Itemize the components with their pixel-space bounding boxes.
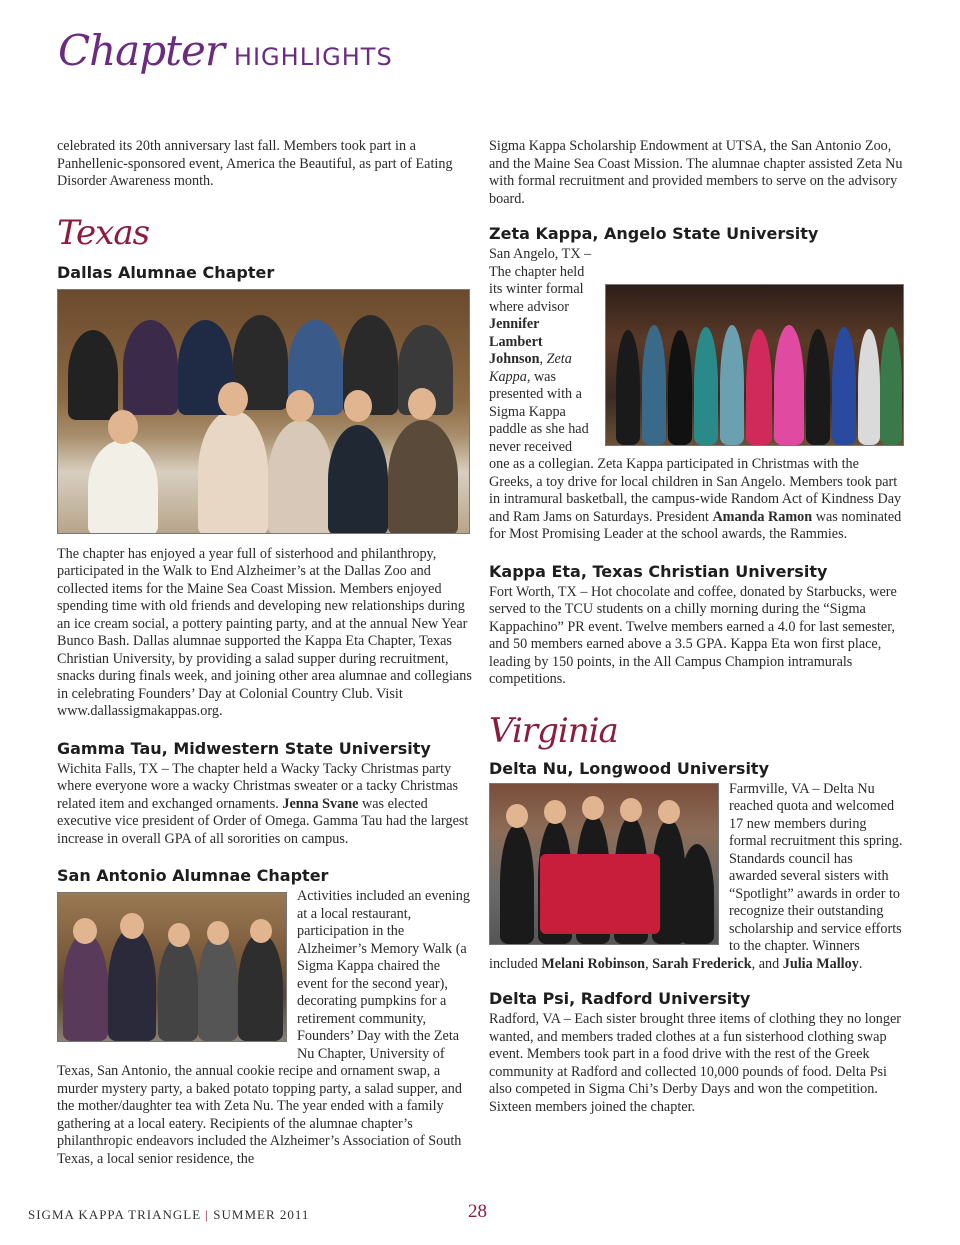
left-intro: celebrated its 20th anniversary last fall. Members took part in a Panhellenic-sponsored event, America the Beautiful, as part of Eating Disorder Awareness month.: [57, 138, 453, 189]
right-column: [489, 138, 904, 1116]
zeta-chapter-italic: Zeta Kappa: [489, 351, 572, 385]
page-footer: [28, 1201, 928, 1227]
sa-photo: [57, 892, 287, 1042]
gamma-body-2: was elected executive vice president of Order of Omega. Gamma Tau had the largest increase in overall GPA of all sororities on campus.: [57, 795, 469, 847]
zeta-heading: Zeta Kappa, Angelo State University: [489, 224, 819, 243]
zeta-body-3: was nominated for Most Promising Leader at the school awards, the Rammies.: [489, 508, 902, 542]
delta-nu-winner-3: Julia Malloy: [782, 955, 859, 972]
dallas-photo: [57, 289, 470, 534]
delta-psi-heading: Delta Psi, Radford University: [489, 989, 751, 1008]
delta-nu-body-1: Farmville, VA – Delta Nu reached quota and welcomed 17 new members during formal recruitment this spring. Standards council has awarded several sisters with “Spotlight” awards in order to recognize their outstanding scholarship and service efforts to the chapter. Winners included: [489, 780, 903, 972]
sigma-kappa-letters: [540, 854, 660, 934]
footer-separator: |: [205, 1207, 210, 1222]
header-caps-word: HIGHLIGHTS: [233, 43, 393, 71]
delta-nu-sep-1: ,: [645, 955, 653, 972]
footer-text: [28, 1207, 309, 1223]
sa-heading: San Antonio Alumnae Chapter: [57, 866, 329, 885]
footer-issue: SUMMER 2011: [213, 1207, 310, 1222]
sa-body: Activities included an evening at a local restaurant, participation in the Alzheimer’s Memory Walk (a Sigma Kappa chaired the event for the second year), decorating pumpkins for a retirement community, Founders’ Day with the Zeta Nu Chapter, University of Texas, San Antonio, the annual cookie recipe and ornament swap, a murder mystery party, a baked potato topping party, a salad supper, and the mother/daughter tea with Zeta Nu. The year ended with a family gathering at a local eatery. Recipients of the alumnae chapter’s philanthropic endeavors included the Alzheimer’s Association of South Texas, a local senior residence, the: [57, 888, 470, 1167]
zeta-advisor: Jennifer Lambert Johnson: [489, 316, 543, 367]
gamma-heading: Gamma Tau, Midwestern State University: [57, 738, 431, 758]
zeta-president: Amanda Ramon: [712, 508, 813, 525]
gamma-body-1: Wichita Falls, TX – The chapter held a Wacky Tacky Christmas party where everyone wore a wacky Christmas sweater or a tacky Christmas related item and exchanged ornaments.: [57, 760, 459, 812]
section-header: [58, 26, 393, 96]
zeta-body-1: San Angelo, TX – The chapter held its winter formal where advisor: [489, 246, 592, 315]
delta-nu-end: .: [858, 955, 863, 972]
right-intro: Sigma Kappa Scholarship Endowment at UTSA, the San Antonio Zoo, and the Maine Sea Coast Mission. The alumnae chapter assisted Zeta Nu with formal recruitment and provided members to serve on the advisory board.: [489, 138, 903, 207]
kappa-body: Fort Worth, TX – Hot chocolate and coffee, donated by Starbucks, were served to the TCU students on a chilly morning during the “Sigma Kappachino” PR event. Twelve members earned a 4.0 for last semester, and 50 members earned above a 3.5 GPA. Kappa Eta won first place, leading by 150 points, in the All Campus Champion intramurals competitions.: [489, 583, 897, 687]
kappa-heading: Kappa Eta, Texas Christian University: [489, 561, 828, 581]
dallas-heading: Dallas Alumnae Chapter: [57, 262, 275, 282]
delta-nu-sep-2: , and: [751, 955, 783, 972]
gamma-body: [57, 761, 472, 849]
state-title-virginia: Virginia: [489, 710, 618, 751]
delta-psi-body: Radford, VA – Each sister brought three items of clothing they no longer wanted, and members traded clothes at a fun sisterhood clothing swap event. Members took part in a food drive with the rest of the Greek community at Radford and collected 10,000 pounds of food. Delta Psi also competed in Sigma Chi’s Derby Days and won the competition. Sixteen members joined the chapter.: [489, 1011, 902, 1115]
gamma-name: Jenna Svane: [282, 795, 359, 812]
zeta-photo: [605, 284, 904, 446]
zeta-comma: ,: [539, 351, 547, 367]
delta-nu-winner-2: Sarah Frederick: [652, 955, 752, 972]
page-number: 28: [468, 1201, 487, 1222]
delta-nu-heading: Delta Nu, Longwood University: [489, 758, 770, 778]
footer-publication: SIGMA KAPPA TRIANGLE: [28, 1207, 202, 1222]
zeta-body-2: , was presented with a Sigma Kappa paddle as she had never received one as a collegian. Zeta Kappa participated in Christmas with the Greeks, a toy drive for local children in San Angelo. Members took part in intramural basketball, the campus-wide Random Act of Kindness Day and Ram Jams on Saturdays. President: [489, 368, 902, 525]
delta-nu-winner-1: Melani Robinson: [541, 955, 646, 972]
delta-nu-photo: [489, 783, 719, 945]
header-script-word: Chapter: [58, 26, 224, 75]
state-title-texas: Texas: [57, 212, 150, 253]
left-column: [57, 138, 472, 1168]
dallas-body: The chapter has enjoyed a year full of sisterhood and philanthropy, participated in the Walk to End Alzheimer’s at the Dallas Zoo and collected items for the Maine Sea Coast Mission. Members enjoyed spending time with old friends and developing new relationships during an ice cream social, a pottery painting party, and at the annual New Year Bunco Bash. Dallas alumnae supported the Kappa Eta Chapter, Texas Christian University, by providing a salad supper during recruitment, snacks during finals week, and joining other area alumnae and collegians in celebrating Founders’ Day at Colonial Country Club. Visit www.dallassigmakappas.org.: [57, 545, 472, 719]
